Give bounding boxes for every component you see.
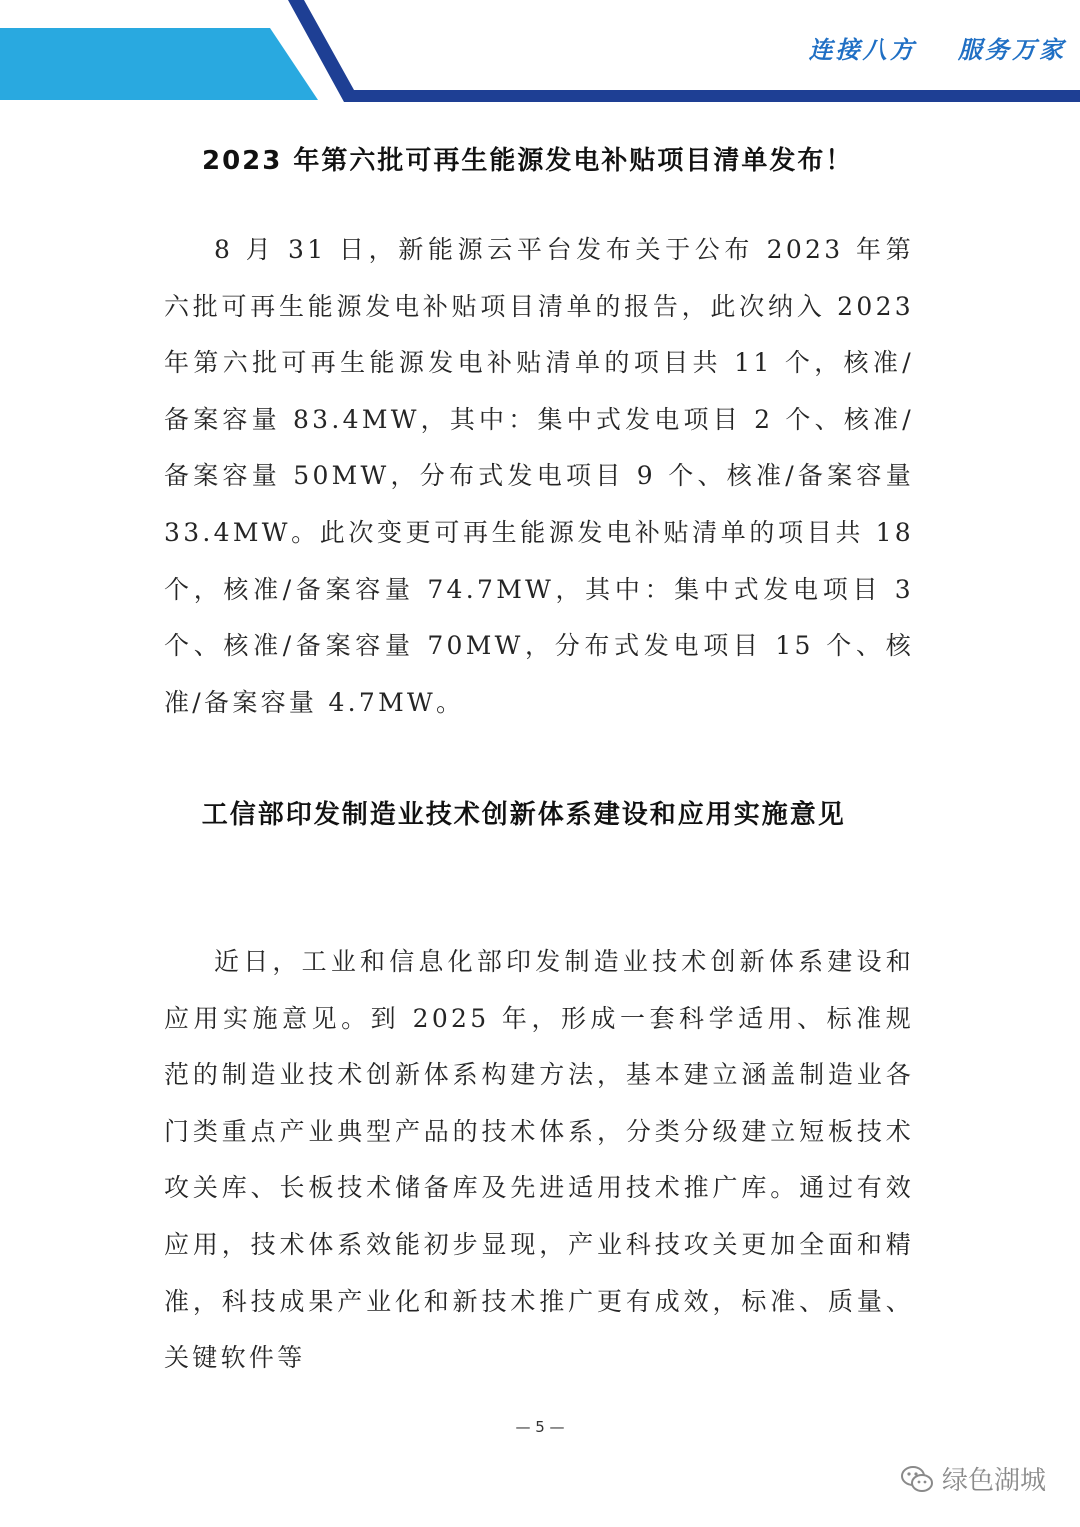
page-header bbox=[0, 0, 1080, 105]
wechat-watermark bbox=[900, 1460, 1046, 1497]
slogan-right: 服务万家 bbox=[958, 36, 1066, 64]
article-title-renewable: 2023 年第六批可再生能源发电补贴项目清单发布！ bbox=[202, 146, 854, 176]
navy-bottom-stripe bbox=[354, 90, 1080, 102]
slogan-left: 连接八方 bbox=[808, 36, 917, 64]
wechat-icon bbox=[900, 1464, 934, 1494]
page-number: — 5 — bbox=[515, 1418, 565, 1436]
article-miit-innovation bbox=[164, 786, 914, 844]
article-title-miit: 工信部印发制造业技术创新体系建设和应用实施意见 bbox=[201, 800, 846, 830]
article-body-miit-wrap bbox=[164, 934, 914, 1387]
article-body-renewable: 8 月 31 日，新能源云平台发布关于公布 2023 年第六批可再生能源发电补贴项目清单的报告，此次纳入 2023 年第六批可再生能源发电补贴清单的项目共 11 个，核准/备案容量 83.4MW，其中：集中式发电项目 2 个、核准/备案容量 50MW，分布式发电项目 9 个、核准/备案容量 33.4MW。此次变更可再生能源发电补贴清单的项目共 18 个，核准/备案容量 74.7MW，其中：集中式发电项目 3 个、核准/备案容量 70MW，分布式发电项目 15 个、核准/备案容量 4.7MW。 bbox=[164, 235, 914, 717]
article-body-miit: 近日，工业和信息化部印发制造业技术创新体系建设和应用实施意见。到 2025 年，形成一套科学适用、标准规范的制造业技术创新体系构建方法，基本建立涵盖制造业各门类重点产业典型产品的技术体系，分类分级建立短板技术攻关库、长板技术储备库及先进适用技术推广库。通过有效应用，技术体系效能初步显现，产业科技攻关更加全面和精准，科技成果产业化和新技术推广更有成效，标准、质量、关键软件等 bbox=[164, 947, 914, 1373]
cyan-banner-shape bbox=[0, 28, 318, 100]
article-renewable-subsidy bbox=[164, 140, 914, 177]
article-body-renewable-wrap bbox=[164, 222, 914, 731]
header-slogan bbox=[809, 30, 1066, 65]
watermark-text: 绿色湖城 bbox=[941, 1466, 1046, 1496]
